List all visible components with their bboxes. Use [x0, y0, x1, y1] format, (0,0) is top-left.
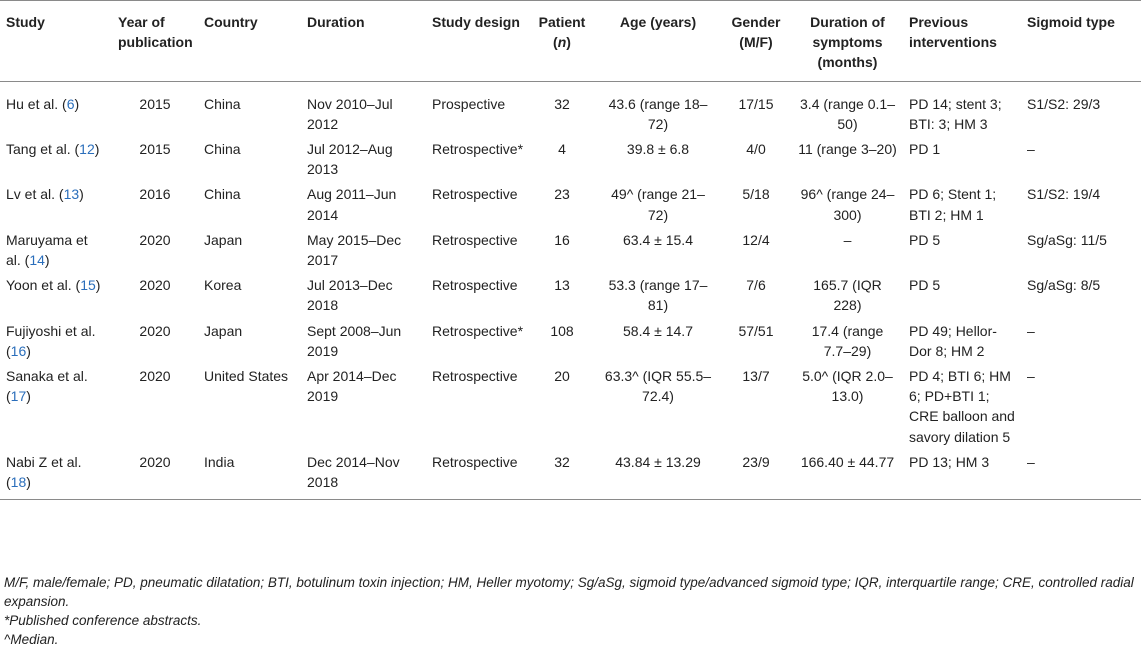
cell-age: 39.8 ± 6.8 — [626, 141, 690, 158]
header-year: Year of publication — [118, 14, 193, 51]
cell-sigmoid: – — [1027, 141, 1035, 158]
cell-year: 2020 — [139, 231, 171, 248]
cell-patients: 32 — [554, 95, 570, 112]
study-name: Sanaka et al. ( — [6, 368, 88, 405]
cell-symptoms: – — [843, 231, 852, 248]
cell-sigmoid: – — [1027, 322, 1035, 339]
cell-duration: Nov 2010–Jul 2012 — [307, 95, 393, 132]
study-name-close: ) — [26, 474, 31, 491]
cell-design: Retrospective — [432, 186, 518, 203]
cell-patients: 108 — [550, 322, 574, 339]
cell-country: China — [204, 186, 241, 203]
cell-year: 2020 — [139, 453, 171, 470]
cell-design: Retrospective — [432, 453, 518, 470]
footnote-asterisk: *Published conference abstracts. — [4, 613, 202, 628]
table-row — [0, 363, 1141, 449]
footnote-caret: ^Median. — [4, 632, 59, 647]
table-row — [0, 272, 1141, 317]
cell-study — [0, 81, 112, 136]
cell-previous: PD 13; HM 3 — [909, 453, 990, 470]
study-name-close: ) — [79, 186, 84, 203]
cell-duration: Dec 2014–Nov 2018 — [307, 453, 400, 491]
cell-design: Retrospective* — [432, 141, 524, 158]
reference-link[interactable]: 18 — [10, 474, 27, 491]
cell-sigmoid: S1/S2: 19/4 — [1027, 186, 1101, 203]
table-row — [0, 227, 1141, 272]
cell-symptoms: 96^ (range 24–300) — [800, 186, 895, 223]
cell-country: United States — [204, 368, 289, 385]
cell-duration: Apr 2014–Dec 2019 — [307, 368, 397, 405]
study-name-close: ) — [44, 252, 50, 269]
table-row — [0, 318, 1141, 363]
cell-design: Retrospective* — [432, 322, 524, 339]
cell-age: 43.84 ± 13.29 — [615, 453, 701, 470]
cell-year: 2020 — [139, 277, 171, 294]
cell-gender: 12/4 — [742, 231, 770, 248]
footnote-abbreviations: M/F, male/female; PD, pneumatic dilatation; BTI, botulinum toxin injection; HM, Heller myotomy; Sg/aSg, sigmoid type/advanced sigmoid type; IQR, interquartile range; CRE, controlled radial expansion. — [4, 575, 1134, 609]
cell-patients: 4 — [558, 141, 566, 158]
study-name: Fujiyoshi et al. ( — [6, 322, 96, 359]
reference-link[interactable]: 17 — [10, 388, 27, 405]
cell-age: 58.4 ± 14.7 — [623, 322, 693, 339]
header-design: Study design — [432, 14, 520, 30]
header-row — [0, 1, 1141, 82]
cell-duration: Aug 2011–Jun 2014 — [307, 186, 397, 223]
study-name: Yoon et al. ( — [6, 277, 81, 294]
study-name: Maruyama et al. ( — [6, 231, 88, 269]
cell-symptoms: 11 (range 3–20) — [798, 141, 897, 158]
cell-study — [0, 136, 112, 181]
cell-age: 53.3 (range 17–81) — [608, 277, 708, 314]
cell-year: 2020 — [139, 322, 171, 339]
cell-country: Japan — [204, 231, 243, 248]
cell-sigmoid: – — [1027, 453, 1035, 470]
cell-year: 2015 — [139, 141, 171, 158]
cell-gender: 17/15 — [738, 95, 774, 112]
table-row — [0, 81, 1141, 136]
reference-link[interactable]: 13 — [63, 186, 80, 203]
cell-gender: 57/51 — [738, 322, 774, 339]
cell-study — [0, 363, 112, 449]
study-name-close: ) — [95, 277, 101, 294]
study-name: Lv et al. ( — [6, 186, 64, 203]
cell-previous: PD 14; stent 3; BTI: 3; HM 3 — [909, 95, 1002, 132]
header-symptoms: Duration of symptoms (months) — [810, 14, 885, 71]
cell-patients: 16 — [554, 231, 570, 248]
cell-country: Japan — [204, 322, 243, 339]
cell-gender: 4/0 — [746, 141, 766, 158]
cell-patients: 32 — [554, 453, 570, 470]
cell-sigmoid: Sg/aSg: 11/5 — [1027, 231, 1107, 248]
cell-symptoms: 166.40 ± 44.77 — [800, 453, 895, 470]
cell-age: 63.4 ± 15.4 — [623, 231, 693, 248]
header-duration: Duration — [307, 14, 365, 30]
header-country: Country — [204, 14, 258, 30]
cell-sigmoid: – — [1027, 368, 1035, 385]
reference-link[interactable]: 15 — [80, 277, 96, 294]
cell-age: 43.6 (range 18–72) — [608, 95, 708, 132]
cell-previous: PD 5 — [909, 277, 941, 294]
table-row — [0, 136, 1141, 181]
reference-link[interactable]: 12 — [79, 141, 95, 158]
reference-link[interactable]: 14 — [29, 252, 45, 269]
cell-gender: 23/9 — [742, 453, 770, 470]
cell-previous: PD 49; Hellor-Dor 8; HM 2 — [909, 322, 997, 359]
cell-duration: Sept 2008–Jun 2019 — [307, 322, 402, 359]
header-sigmoid: Sigmoid type — [1027, 14, 1115, 30]
header-patient — [528, 1, 596, 82]
cell-study — [0, 449, 112, 500]
header-previous: Previous interventions — [909, 14, 997, 51]
study-name: Nabi Z et al. ( — [6, 453, 82, 491]
cell-patients: 20 — [554, 368, 570, 385]
cell-study — [0, 227, 112, 272]
cell-symptoms: 165.7 (IQR 228) — [813, 277, 882, 314]
cell-duration: Jul 2013–Dec 2018 — [307, 277, 393, 314]
study-name-close: ) — [26, 342, 31, 359]
cell-previous: PD 1 — [909, 141, 941, 158]
cell-country: China — [204, 95, 241, 112]
cell-year: 2016 — [139, 186, 171, 203]
reference-link[interactable]: 16 — [10, 342, 27, 359]
cell-country: China — [204, 141, 241, 158]
cell-age: 63.3^ (IQR 55.5–72.4) — [604, 368, 712, 405]
cell-design: Retrospective — [432, 277, 518, 294]
study-name-close: ) — [74, 95, 80, 112]
study-name: Tang et al. ( — [6, 141, 80, 158]
cell-symptoms: 3.4 (range 0.1–50) — [800, 95, 895, 132]
table-row — [0, 181, 1141, 226]
table-footnotes — [4, 573, 1134, 649]
cell-sigmoid: S1/S2: 29/3 — [1027, 95, 1101, 112]
reference-link[interactable]: 6 — [66, 95, 75, 112]
cell-duration: May 2015–Dec 2017 — [307, 231, 402, 269]
cell-gender: 5/18 — [742, 186, 770, 203]
cell-gender: 13/7 — [742, 368, 770, 385]
study-name-close: ) — [94, 141, 100, 158]
cell-duration: Jul 2012–Aug 2013 — [307, 141, 393, 178]
cell-design: Retrospective — [432, 368, 518, 385]
cell-symptoms: 5.0^ (IQR 2.0–13.0) — [802, 368, 893, 405]
cell-sigmoid: Sg/aSg: 8/5 — [1027, 277, 1101, 294]
cell-study — [0, 318, 112, 363]
cell-previous: PD 4; BTI 6; HM 6; PD+BTI 1; CRE balloon and savory dilation 5 — [909, 368, 1015, 445]
header-patient-n: (n) — [553, 34, 571, 51]
study-name-close: ) — [26, 388, 31, 405]
header-study: Study — [6, 14, 45, 30]
cell-study — [0, 272, 112, 317]
cell-age: 49^ (range 21–72) — [611, 186, 705, 223]
cell-study — [0, 181, 112, 226]
header-age: Age (years) — [619, 14, 697, 30]
cell-year: 2015 — [139, 95, 171, 112]
cell-previous: PD 6; Stent 1; BTI 2; HM 1 — [909, 186, 997, 223]
cell-country: India — [204, 453, 235, 470]
header-patient-label: Patient — [538, 14, 586, 30]
cell-design: Retrospective — [432, 231, 518, 248]
cell-symptoms: 17.4 (range 7.7–29) — [811, 322, 884, 359]
cell-gender: 7/6 — [746, 277, 766, 294]
header-gender: Gender (M/F) — [731, 14, 781, 51]
cell-year: 2020 — [139, 368, 171, 385]
cell-design: Prospective — [432, 95, 506, 112]
cell-country: Korea — [204, 277, 242, 294]
cell-previous: PD 5 — [909, 231, 941, 248]
cell-patients: 23 — [554, 186, 570, 203]
table-row — [0, 449, 1141, 500]
cell-patients: 13 — [554, 277, 570, 294]
study-name: Hu et al. ( — [6, 95, 67, 112]
